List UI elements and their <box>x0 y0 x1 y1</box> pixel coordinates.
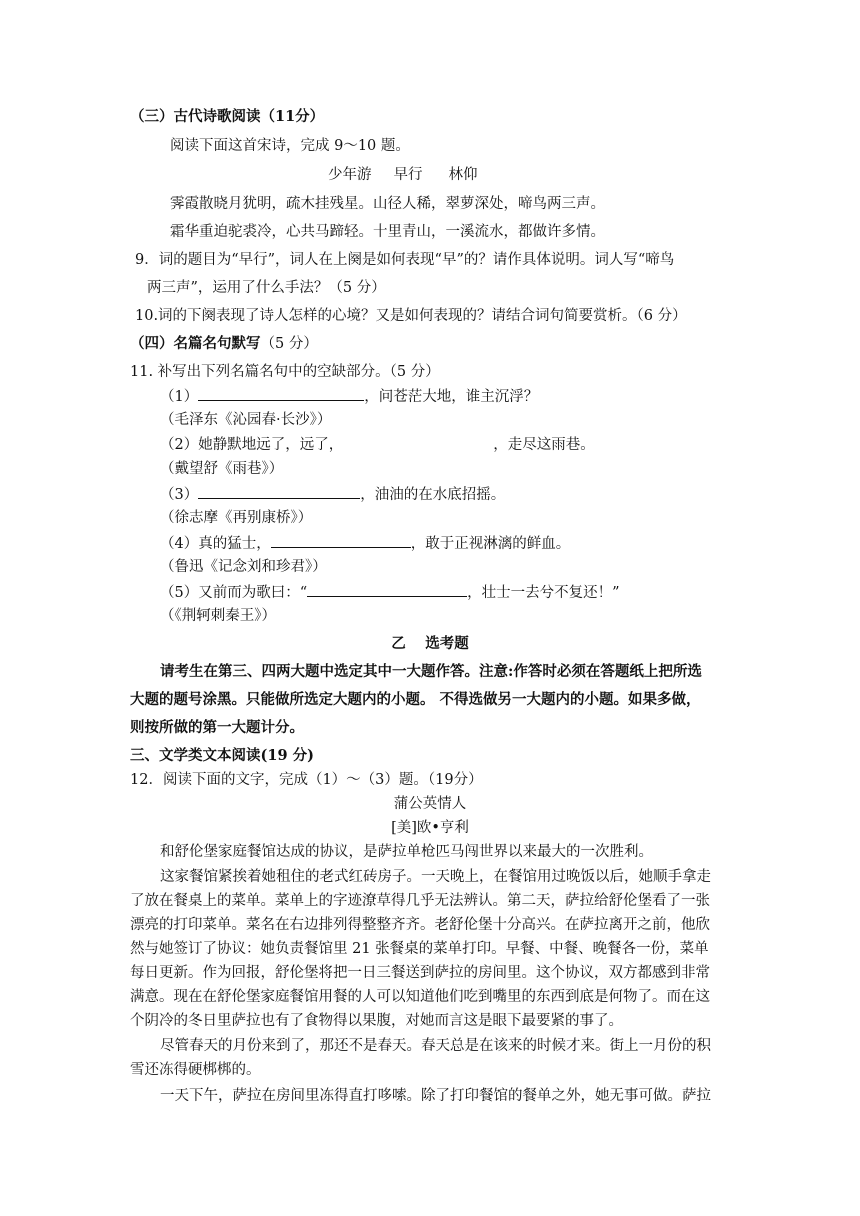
part-b-note-line-2: 大题的题号涂黑。只能做所选定大题内的小题。 不得选做另一大题内的小题。如果多做， <box>130 691 701 708</box>
fill-item-5 <box>160 582 620 603</box>
question-11: 11. 补写出下列名篇名句中的空缺部分。（5 分） <box>130 364 440 380</box>
fill-item-2-end: ，走尽这雨巷。 <box>493 437 595 453</box>
poetry-intro: 阅读下面这首宋诗，完成 9～10 题。 <box>170 138 410 154</box>
fill-item-4-end: ，敢于正视淋漓的鲜血。 <box>410 536 571 552</box>
part-b-note-line-1: 请考生在第三、四两大题中选定其中一大题作答。注意:作答时必须在答题纸上把所选 <box>160 663 702 680</box>
part-b-heading: 乙 选考题 <box>391 635 469 652</box>
story-title: 蒲公英情人 <box>393 796 467 812</box>
fill-blank-3[interactable] <box>198 484 360 499</box>
fill-item-1-text: ，问苍茫大地，谁主沉浮？ <box>364 389 539 405</box>
story-paragraph-2-line-3: 漂亮的打印菜单。菜名在右边排列得整整齐齐。老舒伦堡十分高兴。在萨拉离开之前，他欣 <box>130 917 710 933</box>
fill-item-1-source: （毛泽东《沁园春·长沙》） <box>160 412 332 428</box>
fill-item-2 <box>160 435 595 455</box>
story-paragraph-2-line-6: 满意。现在在舒伦堡家庭餐馆用餐的人可以知道他们吃到嘴里的东西到底是何物了。而在这 <box>130 989 710 1005</box>
fill-item-5-text: （5）又前而为歌曰：“ <box>160 585 308 601</box>
story-paragraph-3-line-1: 尽管春天的月份来到了，那还不是春天。春天总是在该来的时候才来。街上一月份的积 <box>160 1038 711 1054</box>
story-paragraph-2-line-4: 然与她签订了协议：她负责餐馆里 21 张餐桌的菜单打印。早餐、中餐、晚餐各一份，菜单 <box>130 941 709 957</box>
section-heading-literature: 三、文学类文本阅读(19 分) <box>130 747 314 764</box>
story-author: [美]欧•亨利 <box>391 820 469 836</box>
fill-item-4-source: （鲁迅《记念刘和珍君》） <box>160 559 327 575</box>
part-b-note-line-3: 则按所做的第一大题计分。 <box>130 719 304 736</box>
story-paragraph-1: 和舒伦堡家庭餐馆达成的协议，是萨拉单枪匹马闯世界以来最大的一次胜利。 <box>160 844 653 860</box>
story-paragraph-2-line-7: 个阴冷的冬日里萨拉也有了食物得以果腹，对她而言这是眼下最要紧的事了。 <box>130 1013 623 1029</box>
fill-item-3-number: （3） <box>160 487 199 503</box>
fill-item-1 <box>160 386 538 407</box>
poem-title: 少年游 <box>328 167 372 183</box>
poem-line-2: 霜华重迫驼裘冷，心共马蹄轻。十里青山，一溪流水，都做许多情。 <box>170 224 605 240</box>
fill-item-5-source: （《荆轲刺秦王》） <box>160 608 276 624</box>
fill-item-5-end: ，壮士一去兮不复还！” <box>467 585 620 601</box>
poem-line-1: 霁霞散晓月犹明，疏木挂残星。山径人稀，翠萝深处，啼鸟两三声。 <box>170 196 605 212</box>
fill-blank-5[interactable] <box>307 582 467 597</box>
question-9-line-1: 9．词的题目为“早行”，词人在上阕是如何表现“早”的？请作具体说明。词人写“啼鸟 <box>135 252 675 268</box>
story-paragraph-4-line-1: 一天下午，萨拉在房间里冻得直打哆嗦。除了打印餐馆的餐单之外，她无事可做。萨拉 <box>160 1088 711 1104</box>
fill-item-3-source: （徐志摩《再别康桥》） <box>160 510 313 526</box>
poem-title-line <box>328 165 478 185</box>
section-heading-poetry: （三）古代诗歌阅读（11分） <box>130 108 325 125</box>
recitation-heading-score: （5 分） <box>260 336 318 352</box>
fill-item-3-text: ，油油的在水底招摇。 <box>360 487 506 503</box>
story-paragraph-2-line-5: 每日更新。作为回报，舒伦堡将把一日三餐送到萨拉的房间里。这个协议，双方都感到非常 <box>130 965 710 981</box>
fill-item-1-number: （1） <box>160 389 199 405</box>
recitation-heading-text: （四）名篇名句默写 <box>130 335 261 352</box>
fill-item-4 <box>160 533 570 554</box>
fill-item-2-text: （2）她静默地远了，远了， <box>160 437 344 453</box>
fill-blank-1[interactable] <box>198 386 364 401</box>
question-12: 12．阅读下面的文字，完成（1）～（3）题。（19分） <box>130 772 483 788</box>
fill-item-3 <box>160 484 505 505</box>
story-paragraph-2-line-1: 这家餐馆紧挨着她租住的老式红砖房子。一天晚上，在餐馆用过晚饭以后，她顺手拿走 <box>160 869 711 885</box>
poem-author: 林仰 <box>448 167 478 183</box>
story-paragraph-2-line-2: 了放在餐桌上的菜单。菜单上的字迹潦草得几乎无法辨认。第二天，萨拉给舒伦堡看了一张 <box>130 893 710 909</box>
fill-blank-4[interactable] <box>271 533 411 548</box>
fill-item-4-text: （4）真的猛士， <box>160 536 271 552</box>
question-10: 10.词的下阕表现了诗人怎样的心境？又是如何表现的？请结合词句简要赏析。（6 分） <box>135 308 687 324</box>
question-9-line-2: 两三声”，运用了什么手法？（5 分） <box>147 280 386 296</box>
fill-item-2-source: （戴望舒《雨巷》） <box>160 461 284 477</box>
section-heading-recitation <box>130 334 318 354</box>
poem-subtitle: 早行 <box>393 167 423 183</box>
story-paragraph-3-line-2: 雪还冻得硬梆梆的。 <box>130 1062 261 1078</box>
